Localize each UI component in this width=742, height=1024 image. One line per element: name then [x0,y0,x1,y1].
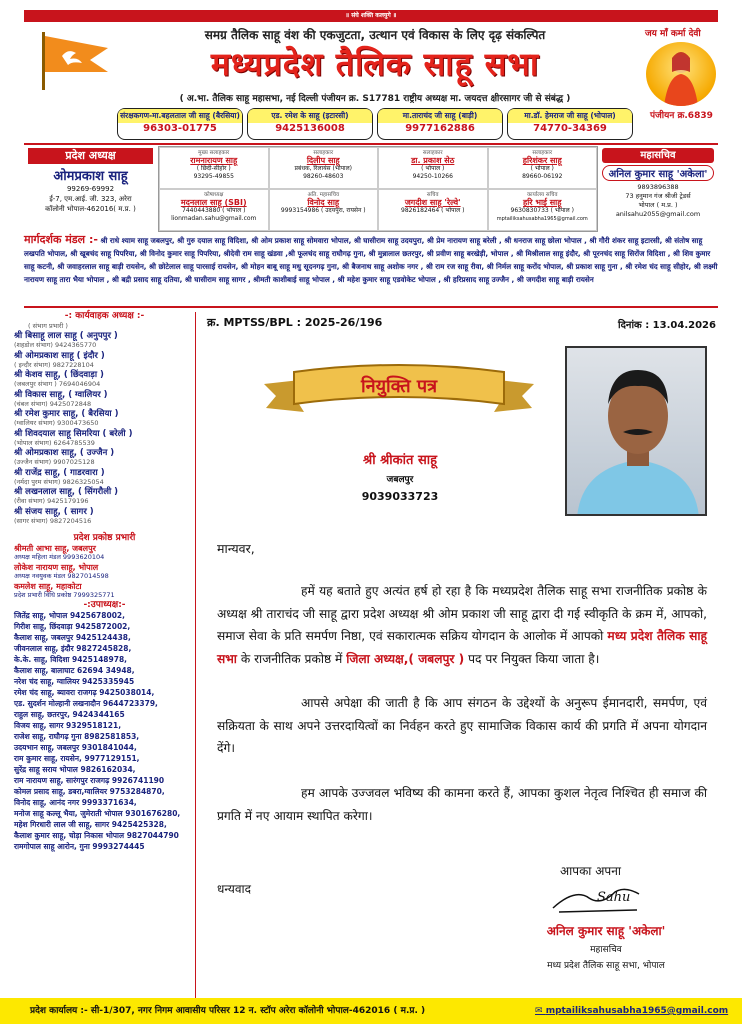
list-item: कैलाश कुमार साहू, चोड़ा निकास भोपाल 9827044790 [14,831,179,840]
advisor-role: सलाहकार [422,150,443,156]
list-item: लोकेश नारायण साहू, भोपाल [14,562,99,572]
paragraph-2: आपसे अपेक्षा की जाती है कि आप संगठन के उद्देश्यों के अनुरूप ईमानदारी, समर्पण, एवं सक्रियता के साथ अपने उत्तरदायित्वों का निर्वहन करते हुए सामाजिक विकास कार्य की प्रगति में अपना योगदान देंगे। [217,696,707,755]
paragraph-text: पद पर नियुक्त किया जाता है। [468,651,600,666]
advisor-detail: 9826182464 ( भोपाल ) [401,207,465,214]
list-item-detail: (जबलपुर संभाग ) 7694046904 [14,380,101,388]
advisor-cell [159,189,269,231]
president-address-1: ई-7, एम.आई. जी. 323, अरेरा [49,195,132,203]
list-item: श्रीमती आभा साहू, जबलपुर [14,543,96,553]
advisors-grid [158,146,598,232]
list-item-detail: प्रदेश प्रभारी विधि प्रकोष्ठ 7999325771 [14,591,115,599]
devi-image [646,42,716,106]
footer-email[interactable] [535,998,728,1024]
working-presidents-sub: ( संभाग प्रभारी ) [28,321,68,330]
list-item: कैलाश साहू, बालाघाट 62694 34948, [14,666,135,675]
advisor-cell [269,189,379,231]
appointee-photo [565,346,707,516]
advisor-name: दिलीप साहू [306,156,340,165]
list-item: महेश गिरधारी लाल जी साहू, सागर 9425425328, [14,820,167,829]
advisor-detail: ( छिंदी-सीहोर ) [196,165,231,172]
secretary-address-1: 73 हनुमान गंज श्रीजी ट्रेडर्स [625,192,691,200]
divider [24,143,718,145]
closing: धन्यवाद [217,882,252,896]
guidance-council [24,233,718,286]
appointee-city: जबलपुर [386,475,414,485]
list-item: राम नारायण साहू, सारंगपुर राजगढ़ 9926741190 [14,776,165,785]
reference-number: क्र. MPTSS/BPL : 2025-26/196 [207,316,383,329]
signer-title: महासचिव [590,945,622,955]
advisor-detail: 9630830733 ( भोपाल ) [510,207,574,214]
signature-text: Sahu [597,890,631,905]
list-item-detail: (शहडोल संभाग) 9424365770 [14,341,97,349]
footer-email-text: mptailiksahusabha1965@gmail.com [545,1006,729,1016]
list-item: श्री बिसाहू लाल साहू ( अनुपपुर ) [14,331,118,341]
guardian-phone: 96303-01775 [143,123,217,134]
banner-text: नियुक्ति पत्र [360,376,438,397]
list-item: रामगोपाल साहू आरोन, गुना 9993274445 [14,842,145,851]
list-item: कोमल प्रसाद साहू, डबरा,ग्वालियर 9753284870, [14,787,165,796]
paragraph-text: हमें यह बताते हुए अत्यंत हर्ष हो रहा है कि मध्यप्रदेश तैलिक साहू सभा राजनीतिक प्रकोष्ठ के अध्यक्ष श्री ताराचंद जी साहू द्वारा प्रदेश अध्यक्ष श्री ओम प्रकाश जी साहू द्वारा दी गई स्वीकृति के क्रम में, आपको, समाज सेवा के प्रति समर्पण निष्ठा, एवं सकारात्मक सक्रिय योगदान के आलोक में आपको [217,584,707,643]
advisor-name: विनोद साहू [307,198,340,207]
working-presidents-list [14,331,195,526]
advisor-phone: 98260-48603 [303,173,344,180]
guardian-name: मा.डॉ. हेमराज जी साहू (भोपाल) [508,109,632,123]
appointment-banner [264,362,534,422]
secretary-address-2: भोपाल ( म.प्र. ) [638,201,678,209]
cell-incharge-list [14,544,195,601]
advisor-cell [269,147,379,189]
signature [545,880,645,920]
advisor-role: कोषाध्यक्ष [204,192,224,198]
president-phone: 99269-69992 [66,185,115,193]
president-box [28,148,153,230]
advisor-role: कार्यालय सचिव [526,192,558,198]
letter-date: दिनांक : 13.04.2026 [618,320,716,331]
advisor-name: हरि भाई साहू [522,198,562,207]
list-item: श्री लखनलाल साहू, ( सिंगरौली ) [14,487,119,497]
list-item: विजय साहू, सागर 9329518121, [14,721,122,730]
advisor-detail: 7440443880 ( भोपाल ) [182,207,246,214]
secretary-phone: 9893896388 [637,183,679,191]
guardian [507,108,633,140]
list-item-detail: (रीवा संभाग) 9425179196 [14,497,89,505]
guidance-members: श्री राधे श्याम साहू जबलपुर, श्री गुरु दयाल साहू विदिशा, श्री ओम प्रकाश साहू सोमवारा भोपाल, श्री घासीराम साहू उदयपुरा, श्री प्रेम नारायण साहू बरेली , श्री धनराज साहू छोला भोपाल , श्री गौरी शंकर साहू इटारसी, श्री संतोष साहू लखपति भोपाल, श्री खूबचंद साहू पिपरिया, श्री विनोद कुमार साहू पिपरिया, श्रीदेवी राम साहू खंडवा ,श्री फूलचंद साहू राघौगढ़ गुना, श्री मुन्नालाल छतरपुर, श्री प्रवीण साहू बरखेड़ी, भोपाल , श्री मिश्रीलाल साहू इंदौर, श्री पूरनचंद साहू सिरोंज विदिशा , श्री शिव कुमार साहू कटनी, श्री जवाहरलाल साहू बाड़ी रायसेन, श्री छोटेलाल साहू पारसाई रायसेन, श्री मोहन बाबू साहू मधु सूदनगढ़ गुना, श्री बैजनाथ साहू अशोक नगर , श्री राम रज साहू रीवा, श्री निर्मल साहू करोंद भोपाल, श्री प्रकाश साहू गुना , श्री रमेश चंद साहू सीहोर, श्री लक्ष्मी नारायण साहू तारा भैया भोपाल , श्री बद्री प्रसाद साहू दतिया, श्री घासीराम साहू सागर , श्रीमती काशीबाई साहू भोपाल , श्री महेश कुमार साहू एडवोकेट भोपाल , श्री हरिप्रसाद साहू उज्जैन , श्री जगदीश साहू बाड़ी रायसेन [24,236,718,284]
footer [0,998,742,1024]
salutation: मान्यवर, [217,541,255,556]
advisor-detail: प्रबंधक, रिलायंस (भोपाल) [294,165,352,172]
list-item: कैलाश साहू, जबलपुर 9425124438, [14,633,131,642]
list-item: श्री केशव साहू, ( छिंदवाड़ा ) [14,370,104,380]
list-item: सुरेंद्र साहू सराय भोपाल 9826162034, [14,765,136,774]
list-item: श्री रमेश कुमार साहू, ( बैरसिया ) [14,409,119,419]
secretary-box [602,148,714,230]
signer-organization: मध्य प्रदेश तैलिक साहू सभा, भोपाल [547,961,665,971]
guardian-name: एड. रमेश के साहू (इटारसी) [248,109,372,123]
devi-label: जय माँ कर्मा देवी [645,29,701,39]
guardian [377,108,503,140]
list-item-detail: (भोपाल संभाग) 6264785539 [14,438,95,447]
post-highlight: जिला अध्यक्ष,( जबलपुर ) [346,651,465,666]
organization-title: मध्यप्रदेश तैलिक साहू सभा [210,45,540,83]
list-item: विनोद साहू, आनंद नगर 9993371634, [14,798,137,807]
advisor-email: lionmadan.sahu@gmail.com [171,215,257,222]
secretary-name: अनिल कुमार साहू 'अकेला' [602,165,714,181]
advisor-cell [488,147,598,189]
guardian-name: मा.ताराचंद जी साहू (बाड़ी) [378,109,502,123]
list-item-detail: (चंबल संभाग) 9425072848 [14,399,92,408]
advisor-phone: 89660-06192 [522,173,563,180]
vice-presidents-list [14,610,195,852]
guardian-phone: 74770-34369 [533,123,607,134]
appointee-phone: 9039033723 [361,490,439,503]
advisor-role: सलाहकार [532,150,553,156]
list-item: श्री ओमप्रकाश साहू, ( उज्जैन ) [14,448,115,458]
advisor-email: mptailiksahusabha1965@gmail.com [496,216,588,222]
list-item: श्री विकास साहू, ( ग्वालियर ) [14,389,108,400]
list-item: श्री ओमप्रकाश साहू ( इंदौर ) [14,350,105,361]
list-item: कमलेश साहू, महाकोटा [14,581,82,591]
guidance-label: मार्गदर्शक मंडल :- [24,233,98,246]
list-item-detail: (नर्मदा पुरम संभाग) 9826325054 [14,477,104,486]
guardian-name: संरक्षकगण-मा.बहलताल जी साहू (बैरसिया) [118,109,242,123]
advisor-name: रामनारायण साहू [190,156,238,165]
advisor-detail: ( भोपाल ) [421,165,445,172]
list-item: जीवनलाल साहू, इंदौर 9827245828, [14,644,132,653]
advisor-cell [378,189,488,231]
advisor-role: मुख्य सलाहकार [198,150,230,156]
list-item-detail: (उज्जैन संभाग) 9907025128 [14,458,95,466]
organization-highlight: मध्य प्रदेश तैलिक साहू सभा [217,629,708,666]
registration-number: पंजीयन क्र.6839 [650,111,713,121]
advisor-name: हरिशंकर साहू [522,156,562,165]
working-presidents-heading: -: कार्यवाहक अध्यक्ष :- [64,311,145,321]
president-address-2: कॉलोनी भोपाल-462016( म.प्र. ) [45,205,136,213]
guardian-phone: 9977162886 [405,123,475,134]
mail-icon: ✉ [535,1006,546,1016]
president-name: ओमप्रकाश साहू [53,169,128,184]
list-item-detail: अध्यक्ष नवयुवक मंडल 9827014598 [14,572,109,580]
guardian-phone: 9425136008 [275,123,345,134]
guardian [117,108,243,140]
paragraph-3: हम आपके उज्जवल भविष्य की कामना करते हैं, आपका कुशल नेतृत्व निश्चित ही समाज की प्रगति में नए आयाम स्थापित करेगा। [217,786,707,823]
tagline: समग्र तैलिक साहू वंश की एकजुटता, उत्थान एवं विकास के लिए दृढ़ संकल्पित [204,28,546,42]
list-item-detail: (सागर संभाग) 9827204516 [14,516,92,525]
secretary-email: anilsahu2055@gmail.com [615,210,701,218]
list-item-detail: अध्यक्ष महिला मंडल 9993620104 [14,553,105,561]
yours-line: आपका अपना [560,864,621,878]
advisor-phone: 93295-49855 [193,173,234,180]
advisor-name: मदनलाल साहू (SBI) [180,198,247,207]
list-item: जितेंद्र साहू, भोपाल 9425678002, [14,611,125,620]
list-item: उदयभान साहू, जबलपुर 9301841044, [14,743,137,752]
vice-presidents-heading: -:उपाध्यक्ष:- [83,599,126,610]
guardian [247,108,373,140]
secretary-label: महासचिव [602,148,714,163]
paragraph-text: के राजनीतिक प्रकोष्ठ में [240,651,343,666]
advisor-role: सलाहकार [313,150,334,156]
advisor-name: डा. प्रकाश सेठ [411,156,455,165]
list-item-detail: (ग्वालियर संभाग) 9300473650 [14,419,99,427]
sidebar [14,312,196,1002]
top-strip: ॥ संघे शक्ति कलयुगे ॥ [24,10,718,22]
cell-incharge-heading: प्रदेश प्रकोष्ठ प्रभारी [73,533,136,543]
flag-logo-icon [40,32,110,90]
affiliation: ( अ.भा. तैलिक साहू महासभा, नई दिल्ली पंजीयन क्र. S17781 राष्ट्रीय अध्यक्ष मा. जयदत्त क्षीरसागर जी से संबंद्ध ) [179,94,571,104]
president-label: प्रदेश अध्यक्ष [28,148,153,164]
paragraph-1 [217,580,707,670]
advisor-cell [378,147,488,189]
advisor-detail: 9993154986 ( उदयपुरा, रायसेन ) [280,207,366,214]
advisor-role: सचिव [426,192,439,198]
divider [24,306,718,308]
list-item: नरेश चंद साहू, ग्वालियर 9425335945 [14,677,135,686]
advisor-cell [488,189,598,231]
guardians-row [115,108,635,140]
list-item: राहुल साहू, छतरपुर, 9424344165 [14,710,125,719]
list-item: राम कुमार साहू, रायसेन, 9977129151, [14,754,140,763]
list-item: रमेश चंद साहू, ब्यावरा राजगढ़ 9425038014, [14,688,155,697]
list-item: के.के. साहू, विदिशा 9425148978, [14,655,128,664]
list-item: श्री शिवदयाल साहू सिमरिया ( बरेली ) [14,428,133,439]
advisor-name: जगदीश साहू 'रेल्वे' [404,198,461,207]
list-item: एड. सुदर्शन मोल्हानी लखनादौन 9644723379, [14,699,158,708]
list-item: श्री राजेंद्र साहू, ( गाडरवारा ) [14,467,105,478]
appointee-name: श्री श्रीकांत साहू [362,453,437,468]
signer-name: अनिल कुमार साहू 'अकेला' [546,924,666,938]
list-item: राजेश साहू, राघौगढ़ गुना 8982581853, [14,732,140,741]
office-address: प्रदेश कार्यालय :- सी-1/307, नगर निगम आवासीय परिसर 12 न. स्टॉप अरेरा कॉलोनी भोपाल-462016 ( म.प्र. ) [30,1006,426,1016]
list-item: श्री संजय साहू, ( सागर ) [14,506,94,517]
advisor-role: अति. महासचिव [307,192,340,198]
advisor-detail: ( भोपाल ) [530,165,554,172]
list-item: गिरीश साहू, छिंदवाड़ा 9425872002, [14,622,131,631]
advisor-cell [159,147,269,189]
list-item: मनोज साहू कल्लू भैया, जुमेराती भोपाल 9301676280, [14,809,181,818]
list-item-detail: ( इन्दौर संभाग) 9827228104 [14,360,94,369]
advisor-phone: 94250-10266 [412,173,453,180]
